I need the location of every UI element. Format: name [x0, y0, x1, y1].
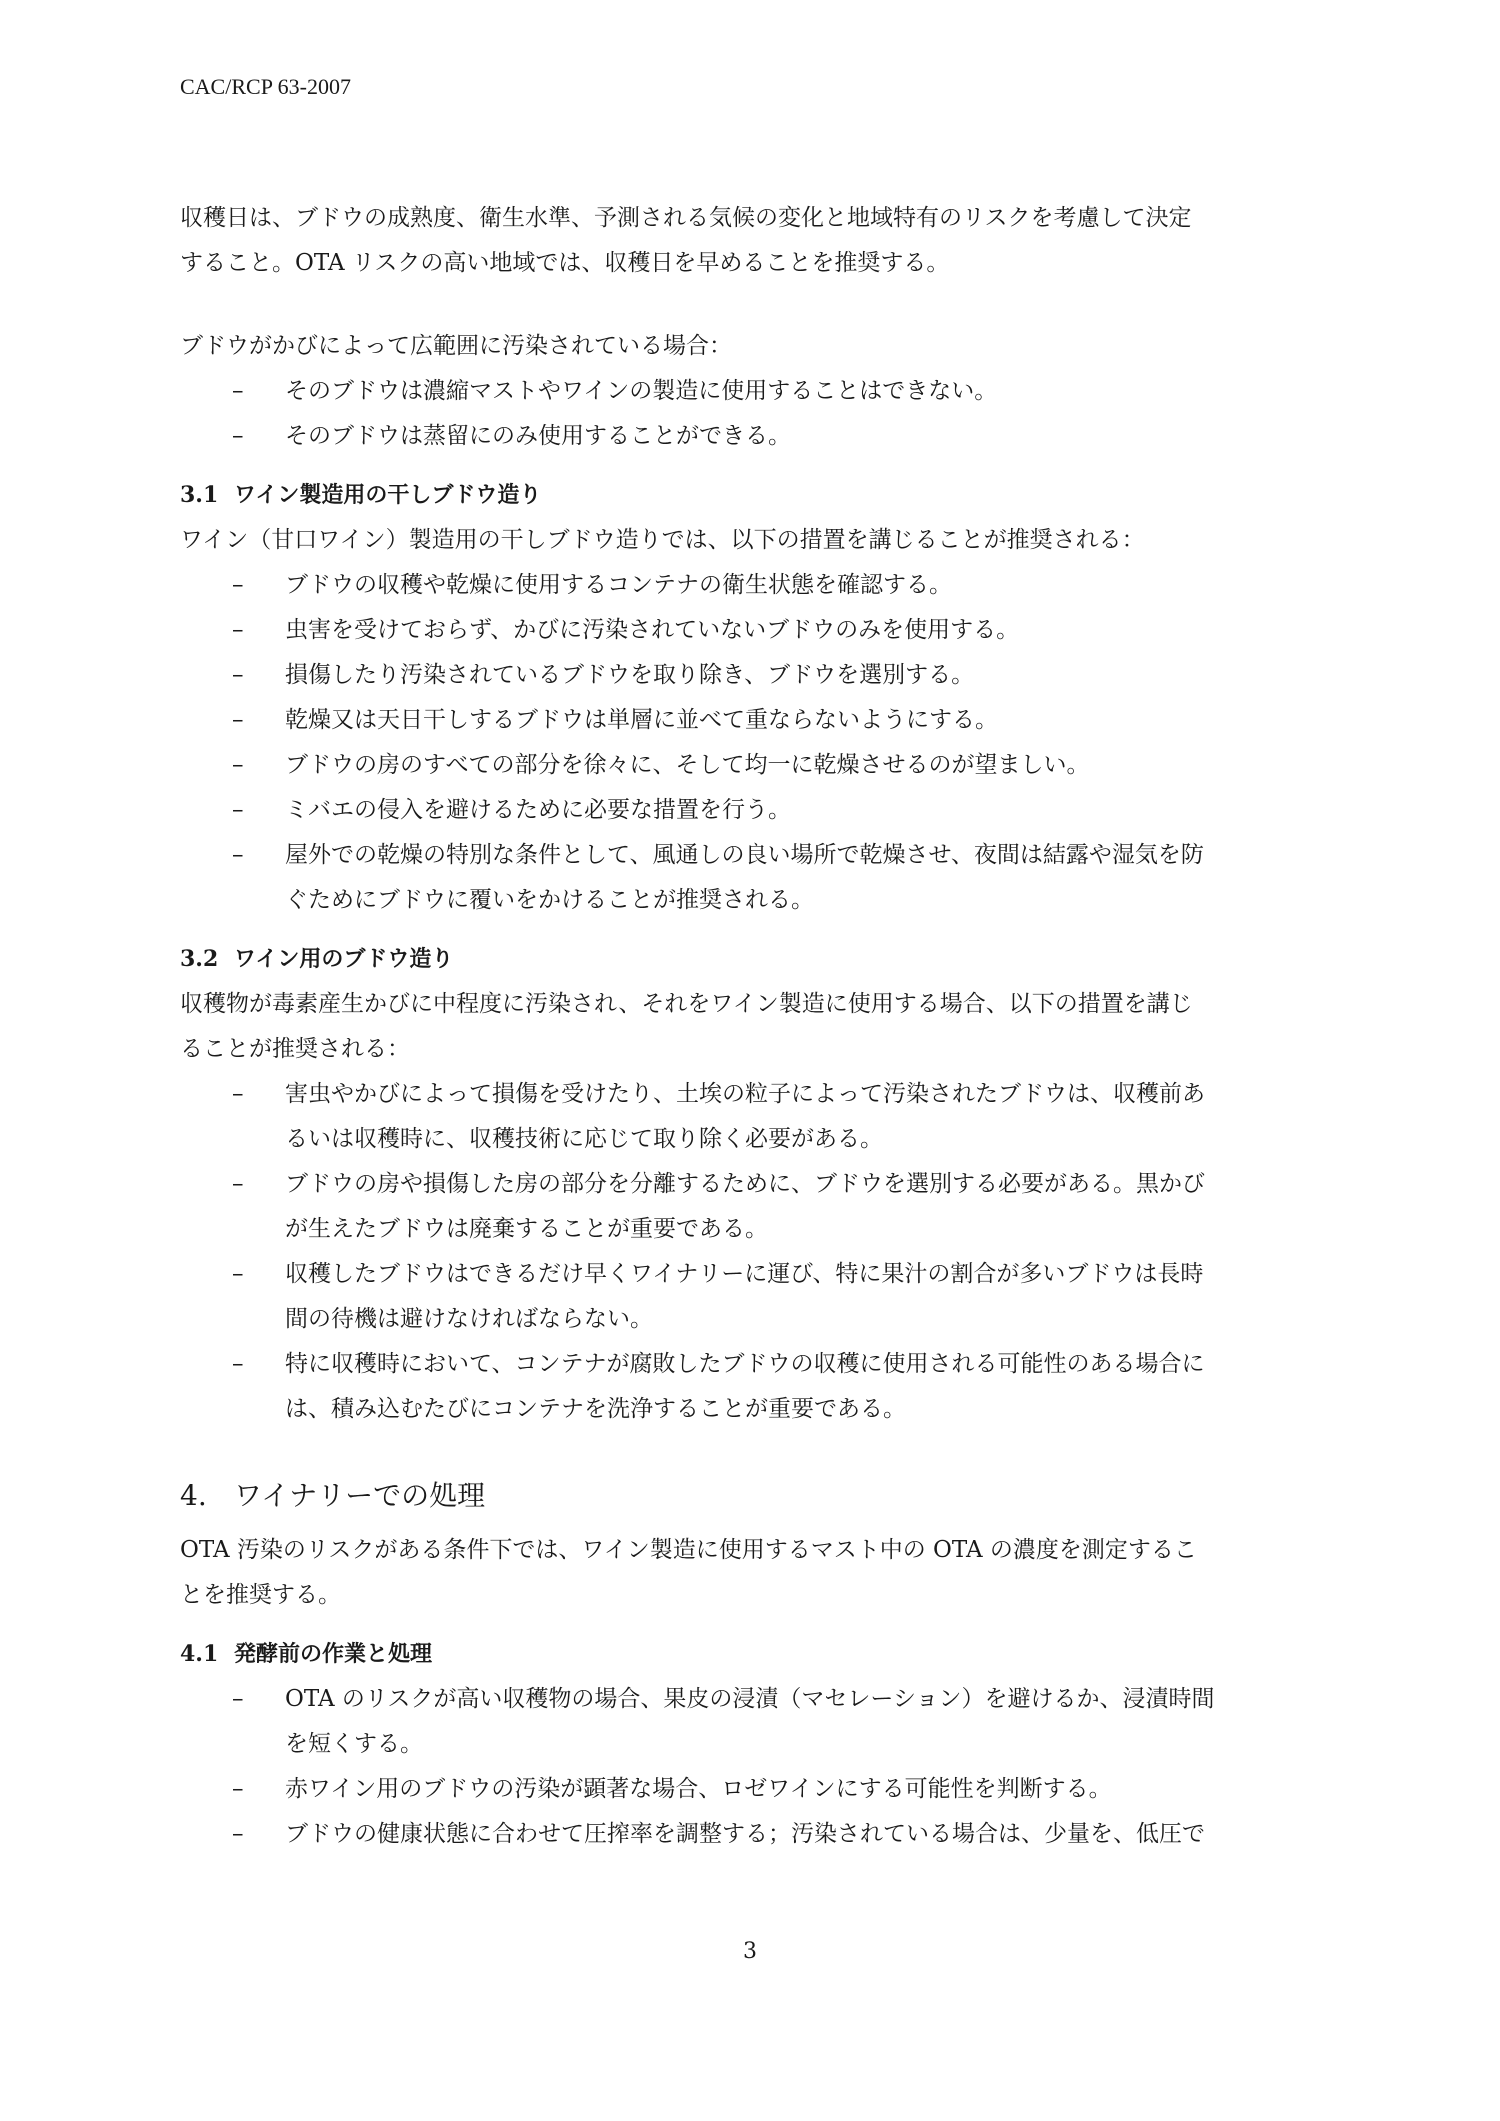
section-heading-4: [180, 1472, 1350, 1520]
dash-bullet-icon: –: [232, 752, 244, 778]
text-line: 収穫日は、ブドウの成熟度、衛生水準、予測される気候の変化と地域特有のリスクを考慮して決定: [180, 205, 1192, 231]
dash-bullet-icon: –: [232, 617, 244, 643]
text-line: 損傷したり汚染されているブドウを取り除き、ブドウを選別する。: [285, 662, 975, 688]
text-line: 間の待機は避けなければならない。: [285, 1306, 653, 1332]
text-line: OTA 汚染のリスクがある条件下では、ワイン製造に使用するマスト中の OTA の濃度を測定するこ: [180, 1537, 1197, 1563]
text-line: そのブドウは濃縮マストやワインの製造に使用することはできない。: [285, 378, 998, 404]
section-number: 4.1: [180, 1641, 219, 1667]
list-item: [180, 369, 1350, 414]
dash-bullet-icon: –: [232, 1261, 244, 1287]
dash-bullet-icon: –: [232, 842, 244, 868]
list-item: [180, 563, 1350, 608]
text-line: ブドウの房や損傷した房の部分を分離するために、ブドウを選別する必要がある。黒かび: [285, 1171, 1205, 1197]
section-heading-4-1: [180, 1632, 1350, 1677]
dash-bullet-icon: –: [232, 1686, 244, 1712]
section-3-1-lead: ワイン（甘口ワイン）製造用の干しブドウ造りでは、以下の措置を講じることが推奨される：: [180, 527, 1145, 553]
text-line: 収穫したブドウはできるだけ早くワイナリーに運び、特に果汁の割合が多いブドウは長時: [285, 1261, 1204, 1287]
section-title: ワイン用のブドウ造り: [234, 946, 454, 972]
list-item: [180, 608, 1350, 653]
section-3-1-bullet-list: [180, 563, 1350, 923]
document-id-header: CAC/RCP 63-2007: [180, 74, 351, 99]
text-line: すること。OTA リスクの高い地域では、収穫日を早めることを推奨する。: [180, 250, 950, 276]
section-3-2-bullet-list: [180, 1072, 1350, 1432]
dash-bullet-icon: –: [232, 1171, 244, 1197]
text-line: ぐためにブドウに覆いをかけることが推奨される。: [285, 887, 814, 913]
dash-bullet-icon: –: [232, 572, 244, 598]
list-item: [180, 1162, 1350, 1252]
list-item: [180, 698, 1350, 743]
list-item: [180, 414, 1350, 459]
text-line: OTA のリスクが高い収穫物の場合、果皮の浸漬（マセレーション）を避けるか、浸漬時間: [285, 1686, 1215, 1712]
text-line: 特に収穫時において、コンテナが腐敗したブドウの収穫に使用される可能性のある場合に: [285, 1351, 1205, 1377]
intro-paragraph-harvest-date: [180, 196, 1350, 286]
text-line: ブドウの房のすべての部分を徐々に、そして均一に乾燥させるのが望ましい。: [285, 752, 1090, 778]
page-body: [180, 196, 1350, 1857]
list-item: [180, 1767, 1350, 1812]
list-item: [180, 1677, 1350, 1767]
intro-paragraph-mold-contamination: ブドウがかびによって広範囲に汚染されている場合：: [180, 333, 732, 359]
text-line: ミバエの侵入を避けるために必要な措置を行う。: [285, 797, 791, 823]
list-item: [180, 1252, 1350, 1342]
dash-bullet-icon: –: [232, 1776, 244, 1802]
text-line: 屋外での乾燥の特別な条件として、風通しの良い場所で乾燥させ、夜間は結露や湿気を防: [285, 842, 1204, 868]
text-line: ることが推奨される：: [180, 1036, 410, 1062]
list-item: [180, 1072, 1350, 1162]
dash-bullet-icon: –: [232, 797, 244, 823]
section-heading-3-1: [180, 473, 1350, 518]
text-line: そのブドウは蒸留にのみ使用することができる。: [285, 423, 791, 449]
section-title: 発酵前の作業と処理: [234, 1641, 433, 1667]
section-title: ワイナリーでの処理: [234, 1479, 486, 1512]
dash-bullet-icon: –: [232, 1081, 244, 1107]
section-number: 3.1: [180, 482, 219, 508]
text-line: 虫害を受けておらず、かびに汚染されていないブドウのみを使用する。: [285, 617, 1020, 643]
list-item: [180, 788, 1350, 833]
text-line: ブドウの健康状態に合わせて圧搾率を調整する；汚染されている場合は、少量を、低圧で: [285, 1821, 1205, 1847]
list-item: [180, 1342, 1350, 1432]
text-line: を短くする。: [285, 1731, 423, 1757]
text-line: ブドウの収穫や乾燥に使用するコンテナの衛生状態を確認する。: [285, 572, 952, 598]
dash-bullet-icon: –: [232, 1821, 244, 1847]
text-line: は、積み込むたびにコンテナを洗浄することが重要である。: [285, 1396, 906, 1422]
text-line: 赤ワイン用のブドウの汚染が顕著な場合、ロゼワインにする可能性を判断する。: [285, 1776, 1112, 1802]
text-line: とを推奨する。: [180, 1582, 341, 1608]
section-heading-3-2: [180, 937, 1350, 982]
list-item: [180, 743, 1350, 788]
section-number: 4.: [180, 1479, 207, 1512]
dash-bullet-icon: –: [232, 662, 244, 688]
text-line: 収穫物が毒素産生かびに中程度に汚染され、それをワイン製造に使用する場合、以下の措置を講じ: [180, 991, 1193, 1017]
section-number: 3.2: [180, 946, 219, 972]
list-item: [180, 833, 1350, 923]
dash-bullet-icon: –: [232, 378, 244, 404]
section-4-1-bullet-list: [180, 1677, 1350, 1857]
text-line: が生えたブドウは廃棄することが重要である。: [285, 1216, 768, 1242]
dash-bullet-icon: –: [232, 423, 244, 449]
section-4-lead: [180, 1528, 1350, 1618]
dash-bullet-icon: –: [232, 1351, 244, 1377]
list-item: [180, 1812, 1350, 1857]
page-number: 3: [743, 1939, 757, 1964]
text-line: 乾燥又は天日干しするブドウは単層に並べて重ならないようにする。: [285, 707, 998, 733]
section-title: ワイン製造用の干しブドウ造り: [234, 482, 542, 508]
text-line: るいは収穫時に、収穫技術に応じて取り除く必要がある。: [285, 1126, 883, 1152]
list-item: [180, 653, 1350, 698]
intro-bullet-list: [180, 369, 1350, 459]
dash-bullet-icon: –: [232, 707, 244, 733]
text-line: 害虫やかびによって損傷を受けたり、土埃の粒子によって汚染されたブドウは、収穫前あ: [285, 1081, 1205, 1107]
section-3-2-lead: [180, 982, 1350, 1072]
